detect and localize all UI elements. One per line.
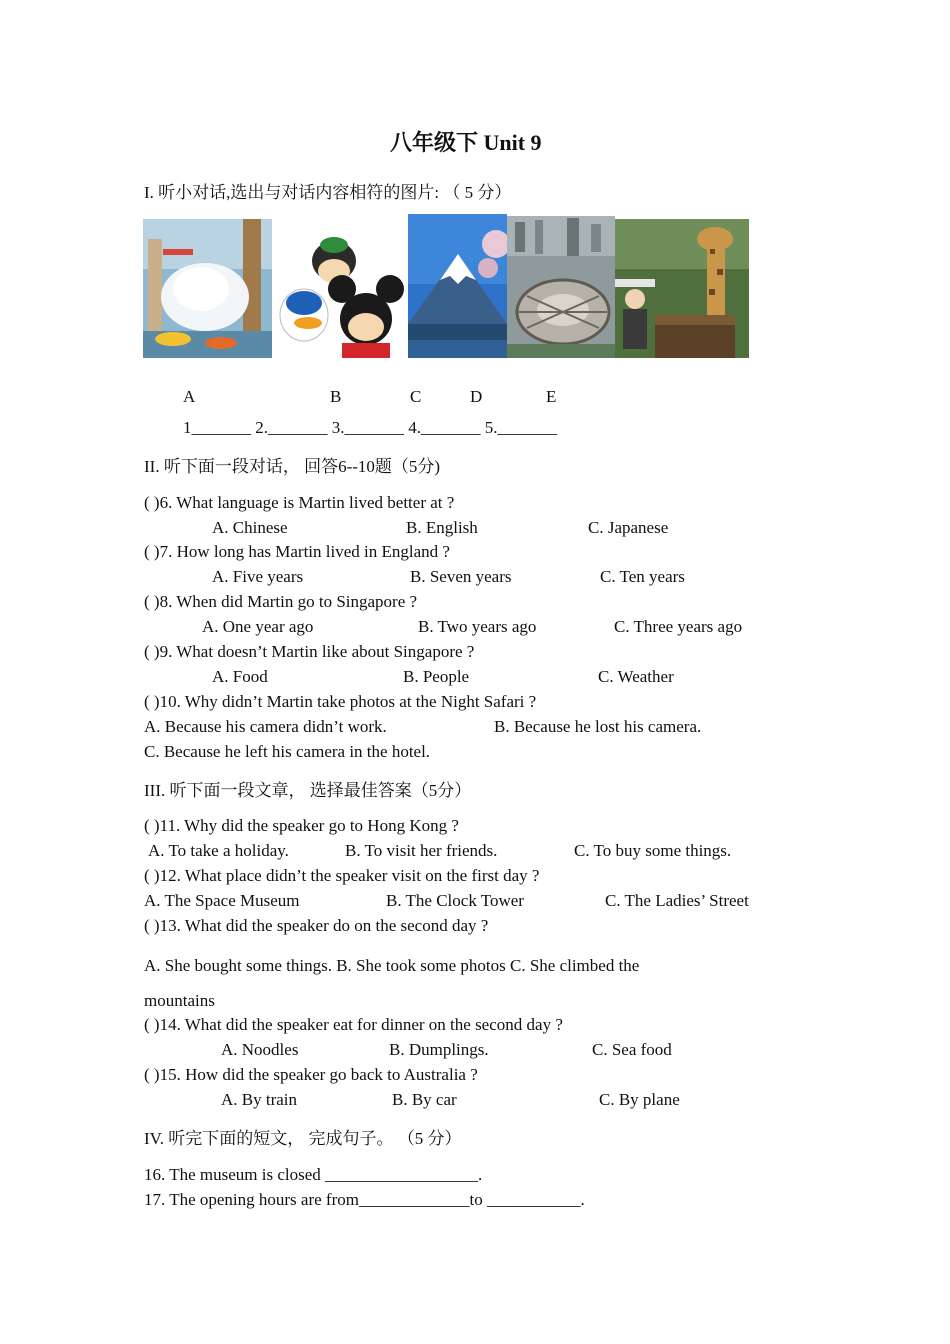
picture-d <box>507 216 615 358</box>
q13-options-continued: mountains <box>144 991 215 1010</box>
q9-option-b: B. People <box>403 667 470 686</box>
picture-label-c: C <box>410 387 422 406</box>
q10-option-a: A. Because his camera didn’t work. <box>144 717 387 736</box>
q8-option-a: A. One year ago <box>202 617 314 636</box>
q15-option-c: C. By plane <box>599 1090 680 1109</box>
q8-option-b: B. Two years ago <box>418 617 537 636</box>
giraffe-zoo-icon <box>615 219 749 358</box>
question-17[interactable]: 17. The opening hours are from_____________to ___________. <box>144 1190 585 1209</box>
answer-blanks[interactable]: 1_______ 2._______ 3._______ 4._______ 5._______ <box>183 418 557 437</box>
q12-option-a: A. The Space Museum <box>144 891 300 910</box>
q14-option-a: A. Noodles <box>221 1040 299 1059</box>
question-13: ( )13. What did the speaker do on the second day ? <box>144 916 489 935</box>
q9-option-a: A. Food <box>212 667 268 686</box>
picture-e <box>615 219 749 358</box>
picture-label-d: D <box>470 387 483 406</box>
q7-option-a: A. Five years <box>212 567 304 586</box>
q15-option-b: B. By car <box>392 1090 457 1109</box>
water-park-icon <box>143 219 272 358</box>
picture-label-b: B <box>330 387 342 406</box>
q6-option-c: C. Japanese <box>588 518 669 537</box>
question-16[interactable]: 16. The museum is closed __________________. <box>144 1165 483 1184</box>
q14-option-b: B. Dumplings. <box>389 1040 489 1059</box>
q11-option-b: B. To visit her friends. <box>345 841 498 860</box>
question-8: ( )8. When did Martin go to Singapore ? <box>144 592 418 611</box>
picture-c <box>408 214 507 358</box>
section-1-heading: I. 听小对话,选出与对话内容相符的图片: （ 5 分） <box>144 183 512 202</box>
q12-option-b: B. The Clock Tower <box>386 891 524 910</box>
picture-label-a: A <box>183 387 196 406</box>
picture-label-e: E <box>546 387 557 406</box>
section-3-heading: III. 听下面一段文章， 选择最佳答案（5分） <box>144 781 472 800</box>
picture-a <box>143 219 272 358</box>
question-12: ( )12. What place didn’t the speaker visit on the first day ? <box>144 866 540 885</box>
question-10: ( )10. Why didn’t Martin take photos at the Night Safari ? <box>144 692 537 711</box>
question-6: ( )6. What language is Martin lived better at ? <box>144 493 455 512</box>
q11-option-c: C. To buy some things. <box>574 841 732 860</box>
picture-b <box>272 219 408 358</box>
q6-option-a: A. Chinese <box>212 518 288 537</box>
q10-option-c: C. Because he left his camera in the hotel. <box>144 742 431 761</box>
q6-option-b: B. English <box>406 518 478 537</box>
question-15: ( )15. How did the speaker go back to Australia ? <box>144 1065 478 1084</box>
q10-option-b: B. Because he lost his camera. <box>494 717 702 736</box>
q9-option-c: C. Weather <box>598 667 674 686</box>
question-14: ( )14. What did the speaker eat for dinner on the second day ? <box>144 1015 563 1034</box>
birds-nest-stadium-icon <box>507 216 615 358</box>
section-4-heading: IV. 听完下面的短文， 完成句子。 （5 分） <box>144 1129 462 1148</box>
question-7: ( )7. How long has Martin lived in England ? <box>144 542 450 561</box>
q7-option-c: C. Ten years <box>600 567 685 586</box>
q14-option-c: C. Sea food <box>592 1040 672 1059</box>
question-9: ( )9. What doesn’t Martin like about Singapore ? <box>144 642 475 661</box>
question-11: ( )11. Why did the speaker go to Hong Kong ? <box>144 816 459 835</box>
page-title: 八年级下 Unit 9 <box>390 130 542 155</box>
q12-option-c: C. The Ladies’ Street <box>605 891 749 910</box>
q11-option-a: A. To take a holiday. <box>148 841 289 860</box>
q7-option-b: B. Seven years <box>410 567 512 586</box>
section-2-heading: II. 听下面一段对话， 回答6--10题（5分) <box>144 457 441 476</box>
q13-options: A. She bought some things. B. She took some photos C. She climbed the <box>144 956 640 975</box>
cartoon-characters-icon <box>272 219 408 358</box>
mount-fuji-icon <box>408 214 507 358</box>
q15-option-a: A. By train <box>221 1090 298 1109</box>
q8-option-c: C. Three years ago <box>614 617 743 636</box>
